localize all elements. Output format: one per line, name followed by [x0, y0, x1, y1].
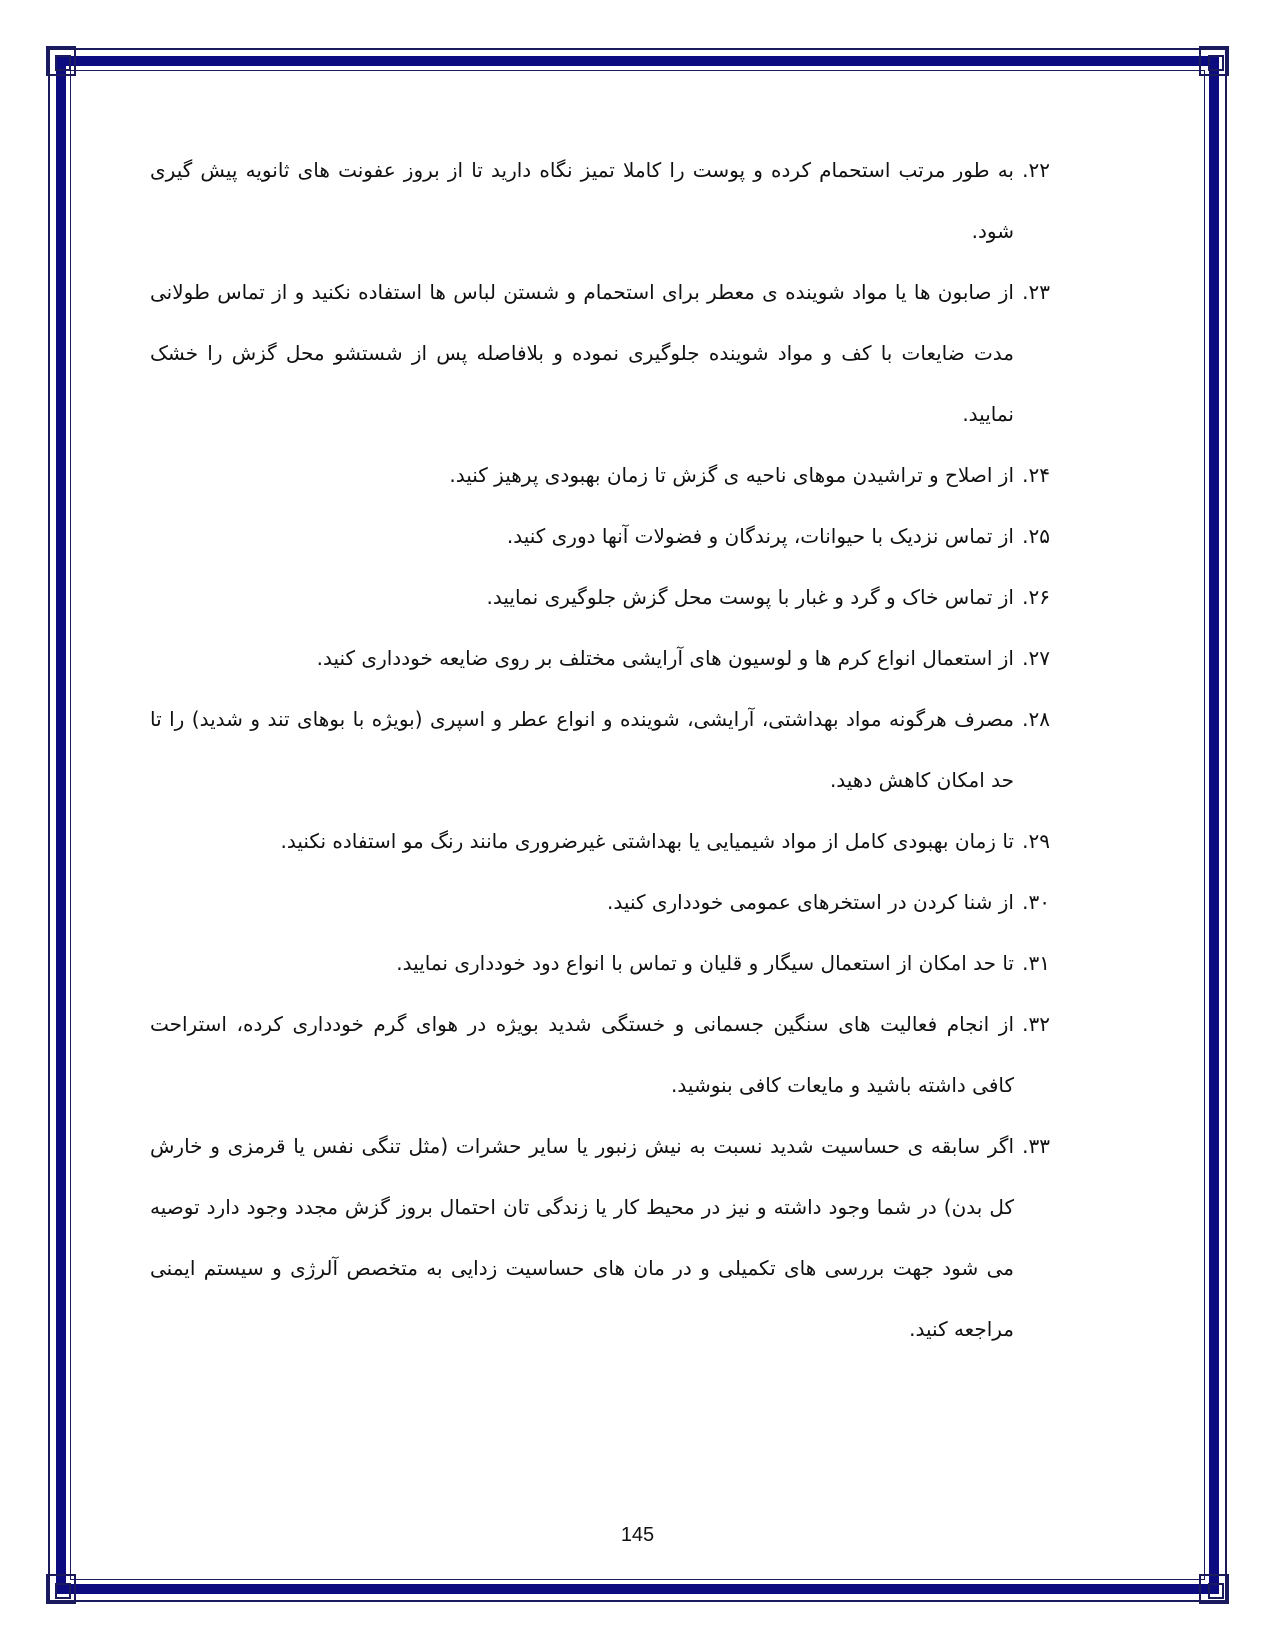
list-item — [150, 445, 1050, 506]
list-item — [150, 689, 1050, 811]
item-number: ۲۷. — [1022, 646, 1050, 670]
item-number: ۲۹. — [1022, 829, 1050, 853]
list-item — [150, 811, 1050, 872]
list-item — [150, 872, 1050, 933]
item-number: ۲۵. — [1022, 524, 1050, 548]
item-number: ۲۴. — [1022, 463, 1050, 487]
item-text: از تماس نزدیک با حیوانات، پرندگان و فضولات آنها دوری کنید. — [506, 524, 1014, 548]
border-corner-ornament — [46, 1574, 76, 1604]
item-text: اگر سابقه ی حساسیت شدید نسبت به نیش زنبور یا سایر حشرات (مثل تنگی نفس یا قرمزی و خارش کل بدن) در شما وجود داشته و نیز در محیط کار یا زندگی تان احتمال بروز گزش مجدد وجود دارد توصیه می شود جهت بررسی های تکمیلی و در مان های حساسیت زدایی به متخصص آلرژی و سیستم ایمنی مراجعه کنید. — [150, 1134, 1014, 1341]
item-number: ۳۱. — [1022, 951, 1050, 975]
document-body — [150, 140, 1050, 1360]
item-number: ۲۶. — [1022, 585, 1050, 609]
border-corner-ornament — [1199, 1574, 1229, 1604]
item-number: ۳۲. — [1022, 1012, 1050, 1036]
border-corner-ornament — [1199, 46, 1229, 76]
item-text: به طور مرتب استحمام کرده و پوست را کاملا تمیز نگاه دارید تا از بروز عفونت های ثانویه پیش گیری شود. — [150, 158, 1014, 243]
item-text: از تماس خاک و گرد و غبار با پوست محل گزش جلوگیری نمایید. — [486, 585, 1014, 609]
list-item — [150, 628, 1050, 689]
item-number: ۲۲. — [1022, 158, 1050, 182]
item-text: از انجام فعالیت های سنگین جسمانی و خستگی شدید بویژه در هوای گرم خودداری کرده، استراحت کافی داشته باشید و مایعات کافی بنوشید. — [150, 1012, 1014, 1097]
item-number: ۳۰. — [1022, 890, 1050, 914]
item-text: تا حد امکان از استعمال سیگار و قلیان و تماس با انواع دود خودداری نمایید. — [396, 951, 1014, 975]
list-item — [150, 933, 1050, 994]
item-text: از استعمال انواع کرم ها و لوسیون های آرایشی مختلف بر روی ضایعه خودداری کنید. — [316, 646, 1014, 670]
item-text: از اصلاح و تراشیدن موهای ناحیه ی گزش تا زمان بهبودی پرهیز کنید. — [449, 463, 1014, 487]
list-item — [150, 262, 1050, 445]
item-number: ۳۳. — [1022, 1134, 1050, 1158]
list-item — [150, 1116, 1050, 1360]
item-text: از شنا کردن در استخرهای عمومی خودداری کنید. — [607, 890, 1014, 914]
list-item — [150, 567, 1050, 628]
item-number: ۲۳. — [1022, 280, 1050, 304]
item-text: از صابون ها یا مواد شوینده ی معطر برای استحمام و شستن لباس ها استفاده نکنید و از تماس طولانی مدت ضایعات با کف و مواد شوینده جلوگیری نموده و بلافاصله پس از شستشو محل گزش را خشک نمایید. — [150, 280, 1014, 426]
list-item — [150, 140, 1050, 262]
page-number: 145 — [620, 1524, 655, 1546]
border-corner-ornament — [46, 46, 76, 76]
list-item — [150, 994, 1050, 1116]
item-text: تا زمان بهبودی کامل از مواد شیمیایی یا بهداشتی غیرضروری مانند رنگ مو استفاده نکنید. — [280, 829, 1014, 853]
item-text: مصرف هرگونه مواد بهداشتی، آرایشی، شوینده و انواع عطر و اسپری (بویژه با بوهای تند و شدید) را تا حد امکان کاهش دهید. — [150, 707, 1014, 792]
list-item — [150, 506, 1050, 567]
item-number: ۲۸. — [1022, 707, 1050, 731]
